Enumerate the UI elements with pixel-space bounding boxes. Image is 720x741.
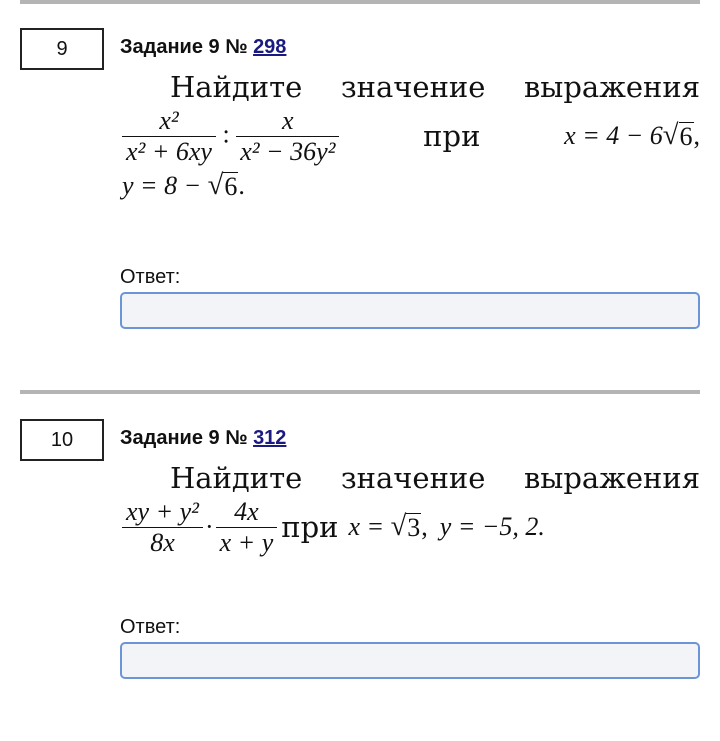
task-link[interactable]: 312 <box>253 427 287 449</box>
radical-sign-icon: √ <box>662 120 679 152</box>
intro-word: Найдите <box>170 70 303 104</box>
fraction <box>122 106 216 167</box>
fraction <box>122 497 203 558</box>
intro-word: значение <box>340 70 486 104</box>
radical-sign-icon: √ <box>207 169 224 201</box>
intro-word: выражения <box>523 70 700 104</box>
task-number-box: 9 <box>20 28 104 70</box>
separator-top <box>20 0 700 4</box>
answer-input[interactable] <box>120 642 700 679</box>
intro-word: выражения <box>523 461 700 495</box>
answer-label: Ответ: <box>120 266 181 288</box>
task-statement <box>122 461 700 558</box>
task-number-box: 10 <box>20 419 104 461</box>
dot-operator: · <box>204 512 214 542</box>
fraction <box>216 497 278 558</box>
fraction-numerator: xy + y² <box>126 497 199 526</box>
x-value: x = 4 − 6 √ 6 , <box>564 120 700 152</box>
fraction-numerator: x <box>282 106 294 135</box>
fraction <box>236 106 339 167</box>
radical-sign-icon: √ <box>390 511 407 543</box>
task-statement <box>122 70 700 201</box>
sqrt: √ 6 <box>207 169 238 201</box>
fraction-denominator: 8x <box>122 527 203 558</box>
math-line: y = 8 − √ 6 . <box>122 169 245 201</box>
task-heading-prefix: Задание 9 № <box>120 36 248 58</box>
y-value: y = −5, 2. <box>439 512 545 542</box>
task-intro-line <box>122 70 700 104</box>
pri-word: при <box>281 510 339 545</box>
answer-input[interactable] <box>120 292 700 329</box>
answer-label: Ответ: <box>120 616 181 638</box>
fraction-denominator: x² + 6xy <box>122 136 216 167</box>
expression <box>122 106 339 167</box>
task-link[interactable]: 298 <box>253 36 287 58</box>
fraction-denominator: x² − 36y² <box>236 136 339 167</box>
x-value: x = √ 3 , <box>348 511 428 543</box>
fraction-denominator: x + y <box>216 527 278 558</box>
math-line <box>122 106 700 167</box>
intro-word: значение <box>340 461 486 495</box>
fraction-numerator: 4x <box>234 497 259 526</box>
task-heading <box>120 36 286 59</box>
task-heading <box>120 427 286 450</box>
task-heading-prefix: Задание 9 № <box>120 427 248 449</box>
intro-word: Найдите <box>170 461 303 495</box>
colon-operator: : <box>222 119 230 149</box>
pri-word: при <box>423 119 481 154</box>
sqrt: √ 6 <box>662 120 693 152</box>
fraction-numerator: x² <box>159 106 179 135</box>
sqrt: √ 3 <box>390 511 421 543</box>
math-line <box>122 497 700 558</box>
separator <box>20 390 700 394</box>
task-intro-line <box>122 461 700 495</box>
